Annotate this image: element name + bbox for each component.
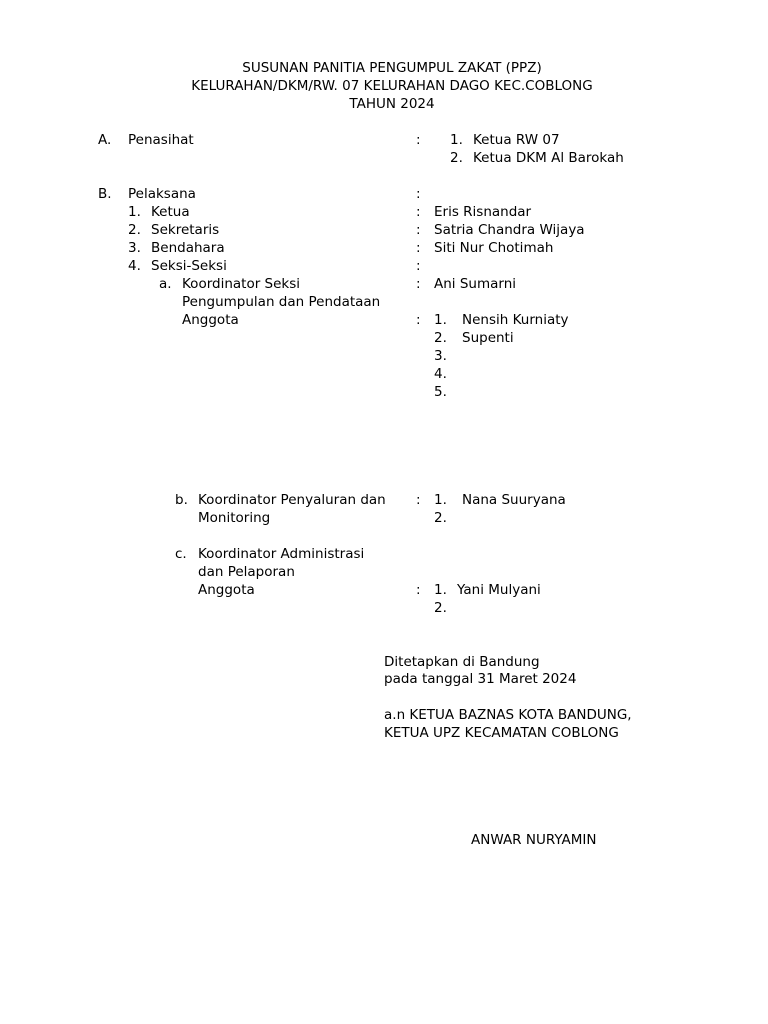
member-name: Nensih Kurniaty <box>462 312 569 328</box>
section-a-letter: A. <box>98 132 112 148</box>
colon: : <box>416 222 421 238</box>
section-b-letter: B. <box>98 186 112 202</box>
member-number: 3. <box>434 348 447 364</box>
section-a-label: Penasihat <box>128 132 194 148</box>
role-label: Ketua <box>151 204 190 220</box>
signer-name: ANWAR NURYAMIN <box>471 832 597 848</box>
list-item: Ketua DKM Al Barokah <box>473 150 624 166</box>
sub-c-letter: c. <box>175 546 187 562</box>
sub-a-label-cont: Pengumpulan dan Pendataan <box>182 294 381 310</box>
sign-date: pada tanggal 31 Maret 2024 <box>384 671 577 687</box>
colon: : <box>416 240 421 256</box>
role-value: Eris Risnandar <box>434 204 532 220</box>
member-number: 1. <box>434 312 447 328</box>
role-label: Sekretaris <box>151 222 220 238</box>
member-number: 2. <box>434 510 447 526</box>
sub-a-label: Koordinator Seksi <box>182 276 301 292</box>
sub-c-label-cont: dan Pelaporan <box>198 564 295 580</box>
role-label: Seksi-Seksi <box>151 258 227 274</box>
sub-a-value: Ani Sumarni <box>434 276 517 292</box>
member-number: 2. <box>434 600 447 616</box>
anggota-label: Anggota <box>198 582 255 598</box>
member-number: 2. <box>434 330 447 346</box>
role-value: Satria Chandra Wijaya <box>434 222 585 238</box>
colon: : <box>416 276 421 292</box>
sub-b-label-cont: Monitoring <box>198 510 271 526</box>
sub-b-letter: b. <box>175 492 188 508</box>
colon: : <box>416 312 421 328</box>
member-number: 1. <box>434 582 447 598</box>
role-value: Siti Nur Chotimah <box>434 240 554 256</box>
colon: : <box>416 204 421 220</box>
member-number: 5. <box>434 384 447 400</box>
member-name: Nana Suuryana <box>462 492 566 508</box>
list-number: 1. <box>450 132 463 148</box>
sub-c-label: Koordinator Administrasi <box>198 546 365 562</box>
colon: : <box>416 186 421 202</box>
sign-on-behalf-cont: KETUA UPZ KECAMATAN COBLONG <box>384 725 619 741</box>
list-item: Ketua RW 07 <box>473 132 560 148</box>
colon: : <box>416 132 421 148</box>
sign-place: Ditetapkan di Bandung <box>384 654 540 670</box>
member-number: 4. <box>434 366 447 382</box>
member-name: Yani Mulyani <box>457 582 541 598</box>
role-number: 1. <box>128 204 141 220</box>
colon: : <box>416 258 421 274</box>
doc-subtitle: KELURAHAN/DKM/RW. 07 KELURAHAN DAGO KEC.COBLONG <box>191 78 593 94</box>
doc-title: SUSUNAN PANITIA PENGUMPUL ZAKAT (PPZ) <box>242 60 542 76</box>
role-label: Bendahara <box>151 240 225 256</box>
colon: : <box>416 582 421 598</box>
sub-a-letter: a. <box>159 276 172 292</box>
anggota-label: Anggota <box>182 312 239 328</box>
member-number: 1. <box>434 492 447 508</box>
role-number: 4. <box>128 258 141 274</box>
colon: : <box>416 492 421 508</box>
member-name: Supenti <box>462 330 514 346</box>
role-number: 2. <box>128 222 141 238</box>
list-number: 2. <box>450 150 463 166</box>
sub-b-label: Koordinator Penyaluran dan <box>198 492 386 508</box>
sign-on-behalf: a.n KETUA BAZNAS KOTA BANDUNG, <box>384 707 632 723</box>
doc-year: TAHUN 2024 <box>349 96 435 112</box>
role-number: 3. <box>128 240 141 256</box>
section-b-label: Pelaksana <box>128 186 196 202</box>
